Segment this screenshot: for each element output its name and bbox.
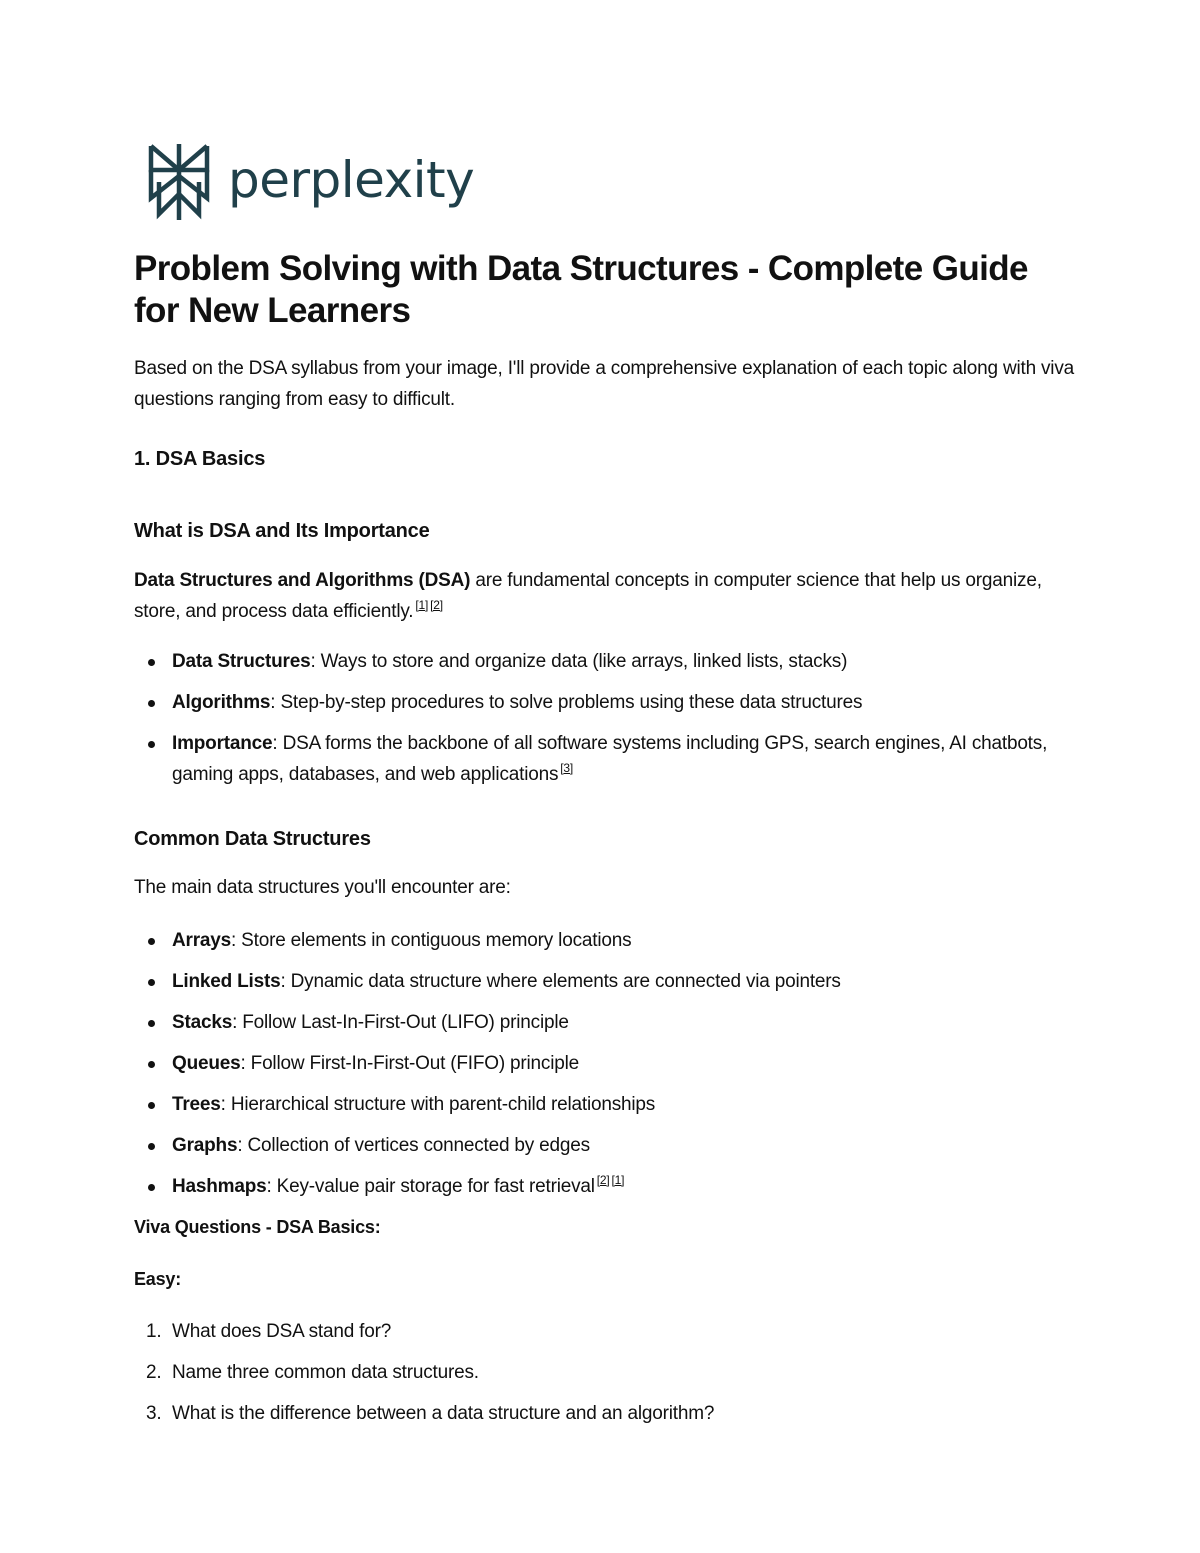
data-structures-list — [134, 925, 1074, 1202]
easy-questions-list — [134, 1316, 1074, 1429]
dsa-definition-text: are fundamental concepts in computer science that help us organize, store, and process data efficiently. — [134, 570, 1042, 622]
list-item: Graphs: Collection of vertices connected by edges — [134, 1130, 1074, 1161]
subsection-heading: What is DSA and Its Importance — [134, 520, 430, 542]
citation-link[interactable]: [3] — [560, 761, 573, 775]
perplexity-logo-icon — [146, 142, 212, 222]
list-item: Data Structures: Ways to store and organize data (like arrays, linked lists, stacks) — [134, 646, 1074, 677]
list-item: 1. What does DSA stand for? — [146, 1321, 392, 1342]
subsection-heading: Common Data Structures — [134, 828, 371, 850]
viva-heading: Viva Questions - DSA Basics: — [134, 1217, 381, 1237]
citation-link[interactable]: [2] — [430, 598, 443, 612]
list-item: Trees: Hierarchical structure with parent-child relationships — [134, 1089, 1074, 1120]
dsa-importance-list — [134, 646, 1074, 790]
intro-paragraph: Based on the DSA syllabus from your image, I'll provide a comprehensive explanation of each topic along with viva questions ranging from easy to difficult. — [134, 358, 1074, 410]
list-item: 2. Name three common data structures. — [146, 1362, 479, 1383]
logo — [146, 142, 474, 222]
citation-link[interactable]: [2] — [596, 1173, 610, 1187]
citation-link[interactable]: [1] — [415, 598, 429, 612]
citation-link[interactable]: [1] — [611, 1173, 625, 1187]
list-item: Hashmaps: Key-value pair storage for fast retrieval [2] [1] — [134, 1171, 1074, 1202]
list-item: Algorithms: Step-by-step procedures to solve problems using these data structures — [134, 687, 1074, 718]
list-item: Linked Lists: Dynamic data structure where elements are connected via pointers — [134, 966, 1074, 997]
dsa-definition-paragraph — [134, 565, 1074, 627]
dsa-term: Data Structures and Algorithms (DSA) — [134, 570, 471, 591]
logo-text: perplexity — [228, 151, 475, 209]
list-item: Queues: Follow First-In-First-Out (FIFO) principle — [134, 1048, 1074, 1079]
section-heading: 1. DSA Basics — [134, 448, 266, 470]
list-item: Arrays: Store elements in contiguous memory locations — [134, 925, 1074, 956]
list-item: Stacks: Follow Last-In-First-Out (LIFO) principle — [134, 1007, 1074, 1038]
list-item: Importance: DSA forms the backbone of all software systems including GPS, search engines, AI chatbots, gaming apps, databases, and web applications [3] — [134, 728, 1074, 790]
list-item: 3. What is the difference between a data structure and an algorithm? — [146, 1403, 715, 1424]
lead-text: The main data structures you'll encounter are: — [134, 877, 511, 898]
difficulty-label: Easy: — [134, 1269, 182, 1289]
page-title: Problem Solving with Data Structures - Complete Guide for New Learners — [134, 249, 1028, 330]
